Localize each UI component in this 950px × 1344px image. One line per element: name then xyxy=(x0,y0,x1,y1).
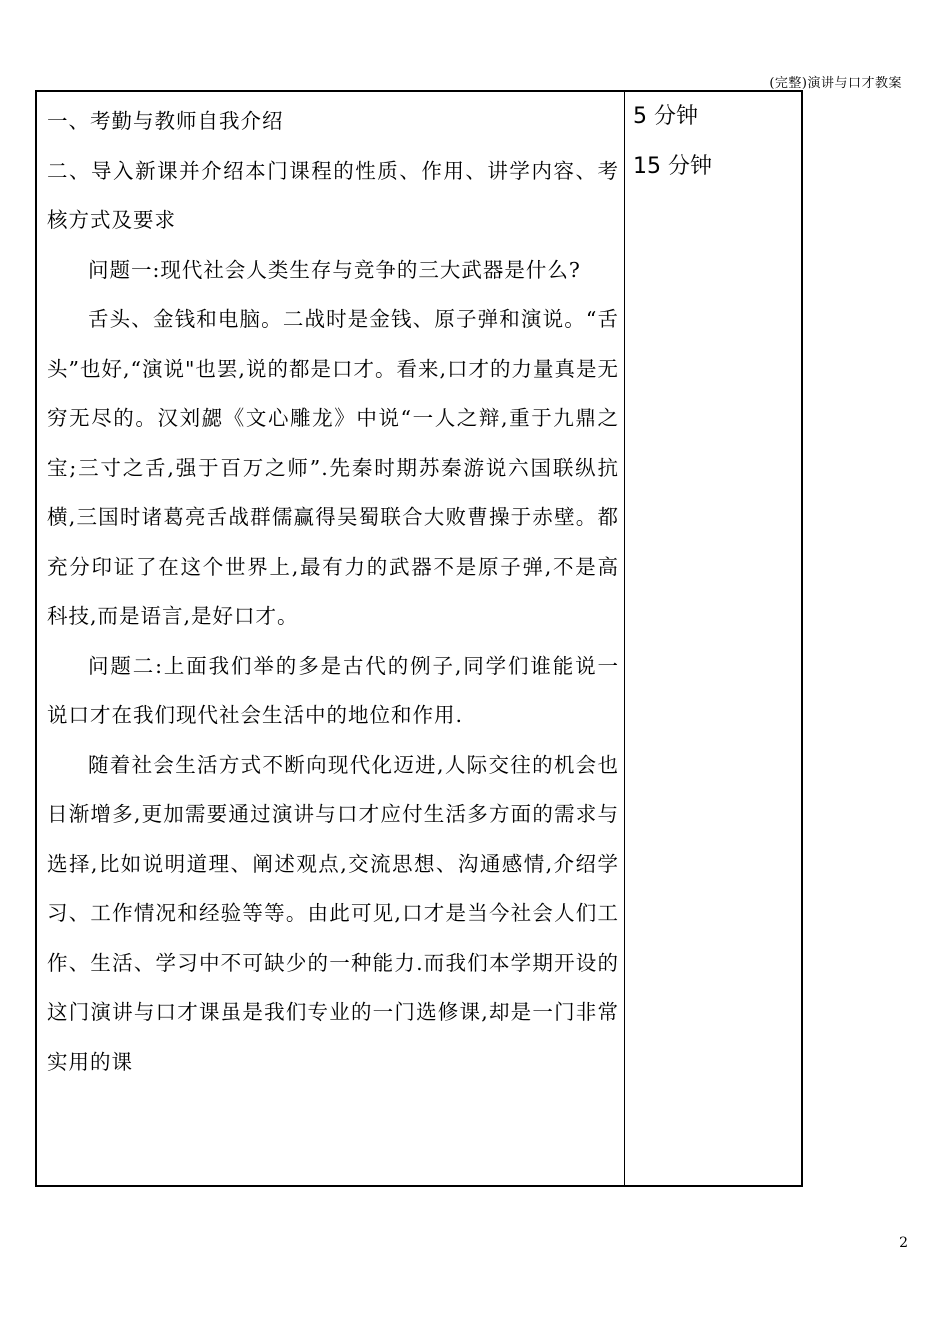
question-one: 问题一:现代社会人类生存与竞争的三大武器是什么? xyxy=(88,257,581,282)
page-number: 2 xyxy=(899,1235,908,1251)
answer-two: 随着社会生活方式不断向现代化迈进,人际交往的机会也日渐增多,更加需要通过演讲与口才应付生活多方面的需求与选择,比如说明道理、阐述观点,交流思想、沟通感情,介绍学习、工作情况和经验等等。由此可见,口才是当今社会人们工作、生活、学习中不可缺少的一种能力.而我们本学期开设的这门演讲与口才课虽是我们专业的一门选修课,却是一门非常实用的课 xyxy=(47,752,619,1074)
document-header: (完整)演讲与口才教案 xyxy=(769,76,902,91)
question-two: 问题二:上面我们举的多是古代的例子,同学们谁能说一说口才在我们现代社会生活中的地位和作用. xyxy=(47,653,619,727)
column-divider xyxy=(624,92,625,1185)
section-course-intro: 二、导入新课并介绍本门课程的性质、作用、讲学内容、考核方式及要求 xyxy=(47,158,619,232)
time-course-intro: 15 分钟 xyxy=(633,153,712,179)
time-attendance: 5 分钟 xyxy=(633,104,698,129)
lesson-table xyxy=(35,90,803,1187)
answer-one: 舌头、金钱和电脑。二战时是金钱、原子弹和演说。“舌头”也好,“演说"也罢,说的都是口才。看来,口才的力量真是无穷无尽的。汉刘勰《文心雕龙》中说“一人之辩,重于九鼎之宝;三寸之舌,强于百万之师”.先秦时期苏秦游说六国联纵抗横,三国时诸葛亮舌战群儒赢得吴蜀联合大败曹操于赤壁。都充分印证了在这个世界上,最有力的武器不是原子弹,不是高科技,而是语言,是好口才。 xyxy=(47,307,619,628)
section-attendance: 一、考勤与教师自我介绍 xyxy=(47,109,284,133)
time-column xyxy=(633,92,793,191)
content-column xyxy=(47,97,619,1087)
